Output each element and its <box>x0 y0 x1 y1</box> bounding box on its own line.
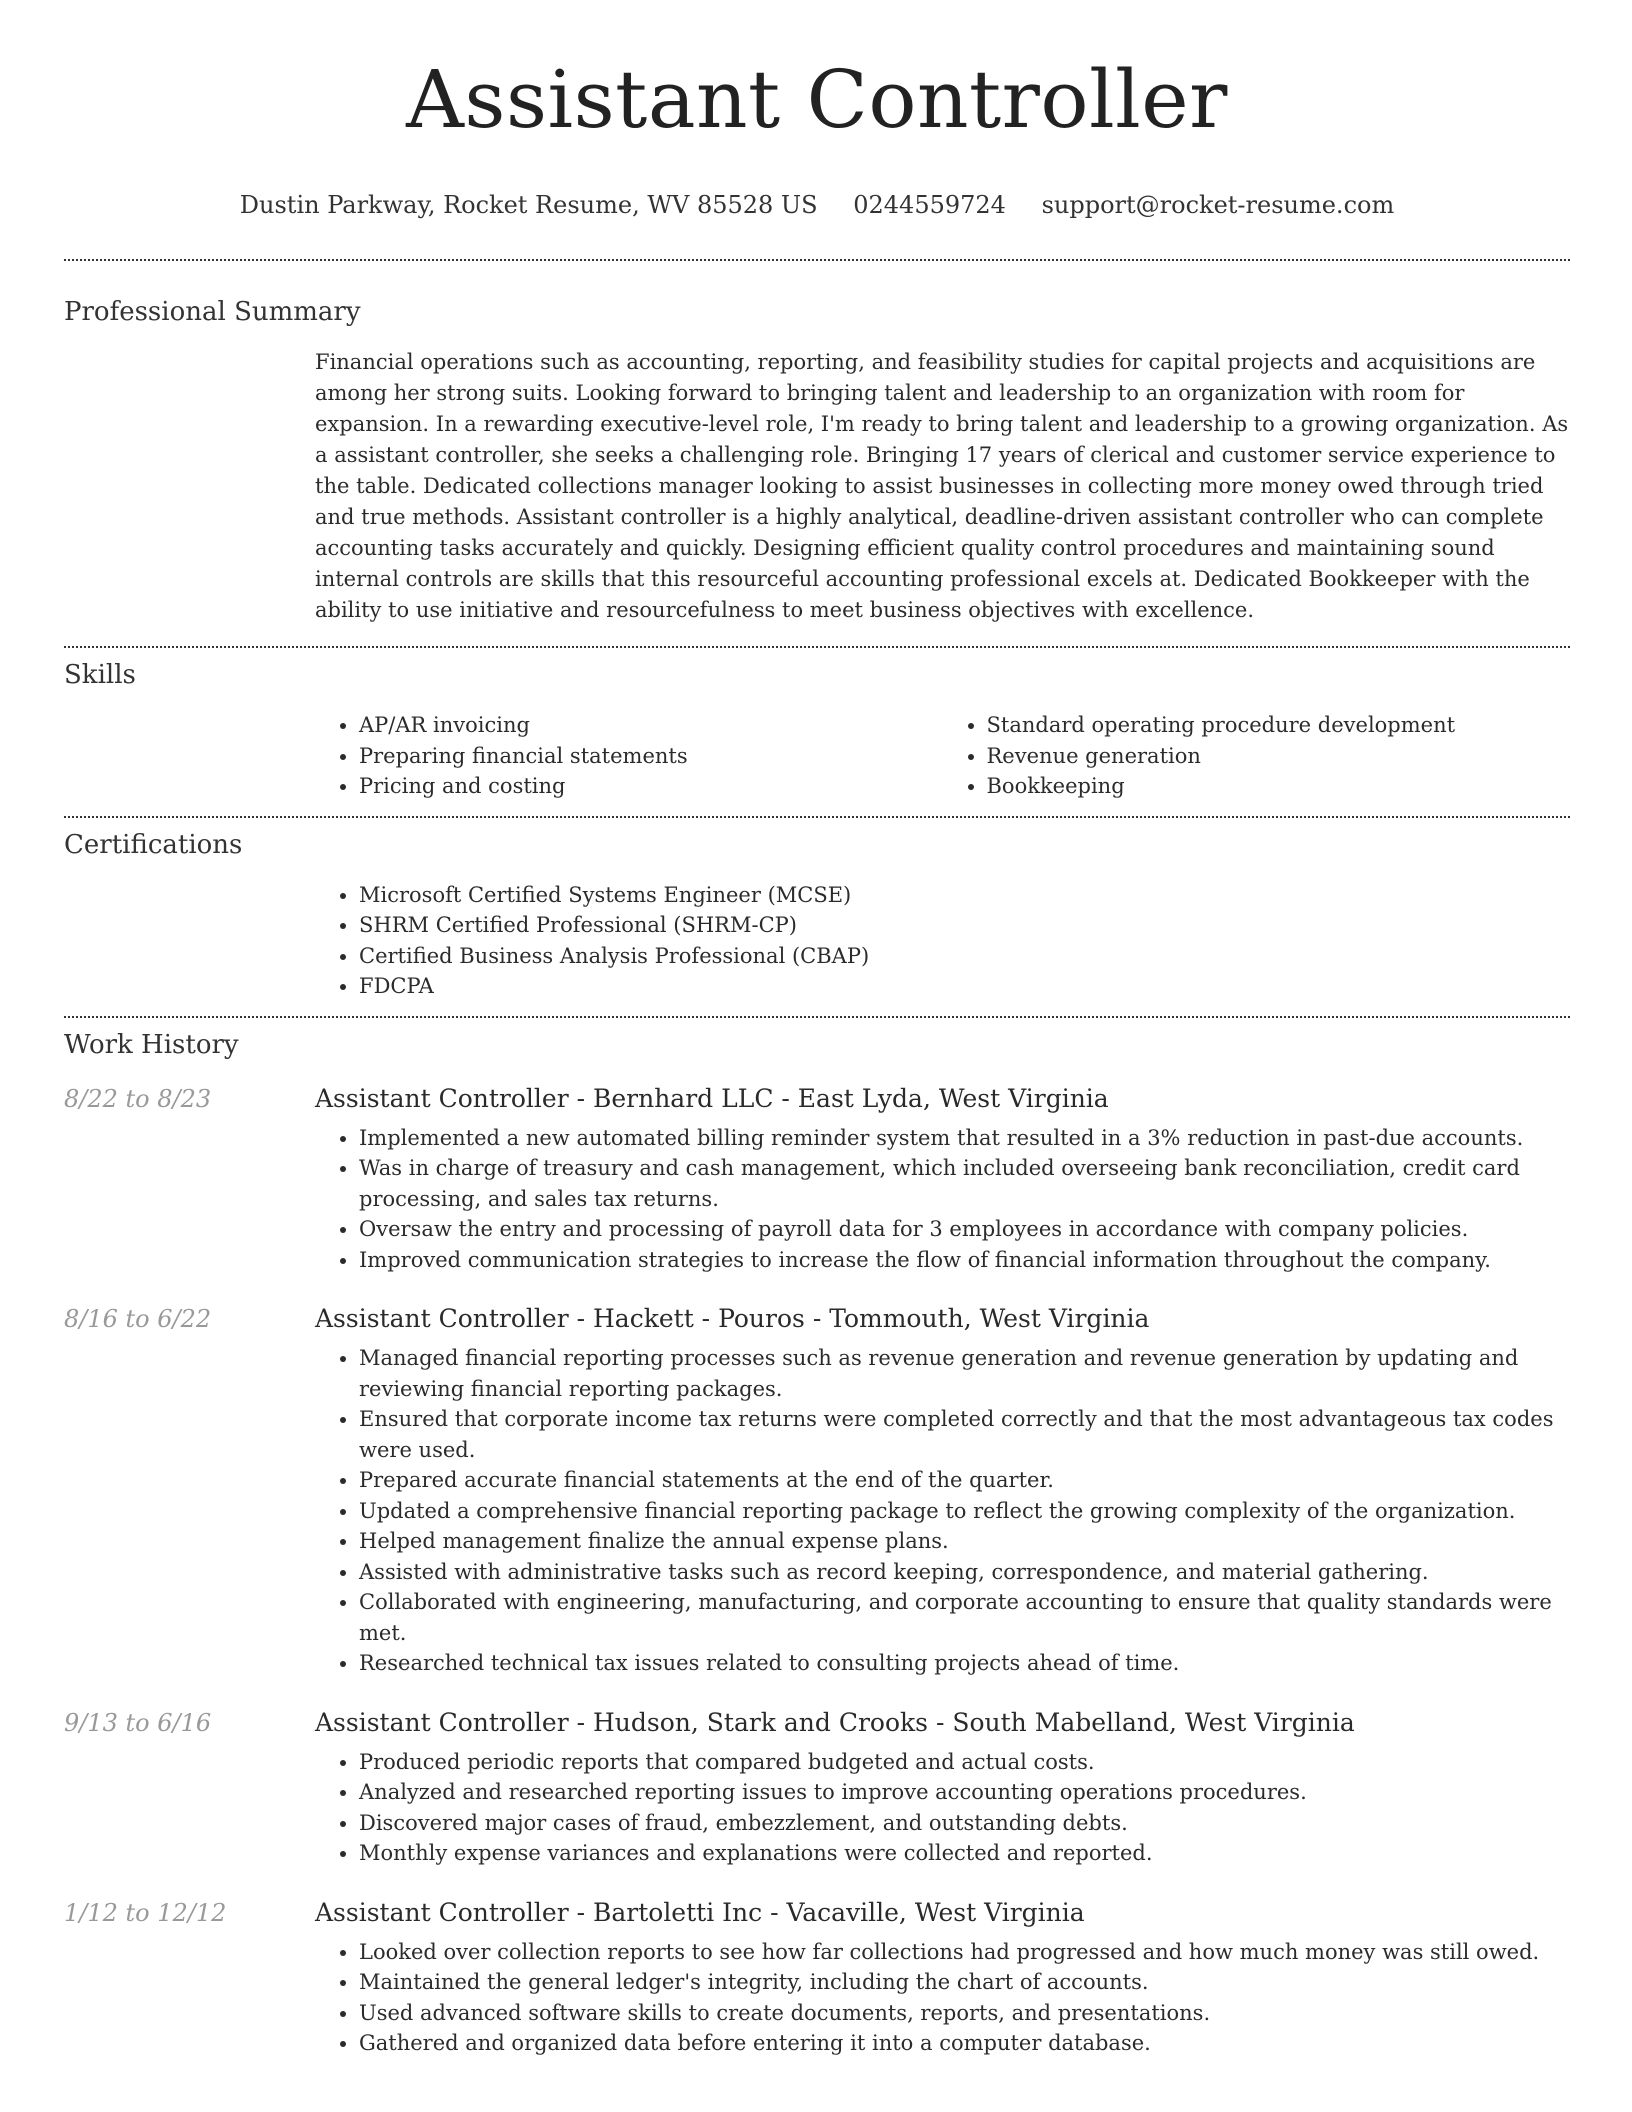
job-dates: 8/22 to 8/23 <box>64 1084 212 1113</box>
divider <box>64 1016 1570 1018</box>
skills-list-left <box>315 710 943 802</box>
job-details <box>315 1343 1570 1679</box>
job-header <box>64 1297 1570 1341</box>
job-bullet: • Gathered and organized data before entering it into a computer database. <box>359 2028 1570 2059</box>
job-bullet: • Oversaw the entry and processing of payroll data for 3 employees in accordance with company policies. <box>359 1214 1570 1245</box>
job-dates: 9/13 to 6/16 <box>64 1708 212 1737</box>
job-header <box>64 1891 1570 1935</box>
job-header <box>64 1701 1570 1745</box>
skill-item: • AP/AR invoicing <box>359 710 943 741</box>
skill-item: • Pricing and costing <box>359 771 943 802</box>
job-bullet: • Prepared accurate financial statements at the end of the quarter. <box>359 1465 1570 1496</box>
certification-item: • FDCPA <box>359 971 1570 1002</box>
job-bullet: • Monthly expense variances and explanations were collected and reported. <box>359 1838 1570 1869</box>
job-details <box>315 1937 1570 2059</box>
skills-list-right <box>943 710 1571 802</box>
job-bullet: • Maintained the general ledger's integrity, including the chart of accounts. <box>359 1967 1570 1998</box>
job-bullet: • Produced periodic reports that compared budgeted and actual costs. <box>359 1747 1570 1778</box>
job-bullet: • Researched technical tax issues related to consulting projects ahead of time. <box>359 1648 1570 1679</box>
skills-section <box>64 657 1570 802</box>
job-title: Assistant Controller - Bernhard LLC - East Lyda, West Virginia <box>315 1083 1109 1113</box>
section-title-skills: Skills <box>64 660 136 690</box>
job-details <box>315 1123 1570 1276</box>
job-bullet: • Collaborated with engineering, manufacturing, and corporate accounting to ensure that quality standards were met. <box>359 1587 1570 1648</box>
contact-line <box>64 188 1570 222</box>
job-title: Assistant Controller - Bartoletti Inc - Vacaville, West Virginia <box>315 1897 1085 1927</box>
job-bullet: • Analyzed and researched reporting issues to improve accounting operations procedures. <box>359 1777 1570 1808</box>
work-section <box>64 1027 1570 2059</box>
job-bullet: • Discovered major cases of fraud, embezzlement, and outstanding debts. <box>359 1808 1570 1839</box>
section-title-summary: Professional Summary <box>64 297 361 327</box>
candidate-name: Assistant Controller <box>406 53 1228 146</box>
certifications-content <box>315 880 1570 1002</box>
contact-address: Dustin Parkway, Rocket Resume, WV 85528 US <box>239 191 818 219</box>
divider <box>64 259 1570 261</box>
job-details <box>315 1747 1570 1869</box>
job-bullet: • Helped management finalize the annual expense plans. <box>359 1526 1570 1557</box>
certification-item: • Certified Business Analysis Professional (CBAP) <box>359 941 1570 972</box>
summary-content <box>315 347 1570 626</box>
job-bullet: • Was in charge of treasury and cash management, which included overseeing bank reconciliation, credit card processing, and sales tax returns. <box>359 1153 1570 1214</box>
summary-section <box>64 294 1570 626</box>
job-header <box>64 1077 1570 1121</box>
skill-item: • Standard operating procedure development <box>987 710 1571 741</box>
job-dates: 1/12 to 12/12 <box>64 1898 227 1927</box>
job-bullet: • Managed financial reporting processes such as revenue generation and revenue generation by updating and reviewing financial reporting packages. <box>359 1343 1570 1404</box>
job-bullet: • Updated a comprehensive financial reporting package to reflect the growing complexity of the organization. <box>359 1496 1570 1527</box>
job-bullet: • Looked over collection reports to see how far collections had progressed and how much money was still owed. <box>359 1937 1570 1968</box>
resume-page <box>64 0 1570 2059</box>
skill-item: • Bookkeeping <box>987 771 1571 802</box>
skill-item: • Preparing financial statements <box>359 741 943 772</box>
job-title: Assistant Controller - Hudson, Stark and Crooks - South Mabelland, West Virginia <box>315 1707 1355 1737</box>
contact-email: support@rocket-resume.com <box>1041 191 1395 219</box>
job-bullet: • Assisted with administrative tasks such as record keeping, correspondence, and material gathering. <box>359 1557 1570 1588</box>
skills-content <box>315 710 1570 802</box>
job-dates: 8/16 to 6/22 <box>64 1305 212 1333</box>
job-bullet: • Used advanced software skills to create documents, reports, and presentations. <box>359 1998 1570 2029</box>
contact-phone: 0244559724 <box>853 191 1006 219</box>
section-title-certifications: Certifications <box>64 829 243 860</box>
skill-item: • Revenue generation <box>987 741 1571 772</box>
job-bullets <box>315 1123 1570 1276</box>
certification-item: • Microsoft Certified Systems Engineer (MCSE) <box>359 880 1570 911</box>
certification-item: • SHRM Certified Professional (SHRM-CP) <box>359 910 1570 941</box>
job-bullet: • Improved communication strategies to increase the flow of financial information throughout the company. <box>359 1245 1570 1276</box>
job-bullet: • Ensured that corporate income tax returns were completed correctly and that the most advantageous tax codes were used. <box>359 1404 1570 1465</box>
section-title-work: Work History <box>64 1029 239 1060</box>
certifications-section <box>64 827 1570 1002</box>
job-title: Assistant Controller - Hackett - Pouros - Tommouth, West Virginia <box>315 1304 1150 1333</box>
job-bullets <box>315 1937 1570 2059</box>
certifications-list <box>315 880 1570 1002</box>
divider <box>64 646 1570 648</box>
summary-text: Financial operations such as accounting, reporting, and feasibility studies for capital projects and acquisitions are among her strong suits. Looking forward to bringing talent and leadership to an organization with room for expansion. In a rewarding executive-level role, I'm ready to bring talent and leadership to a growing organization. As a assistant controller, she seeks a challenging role. Bringing 17 years of clerical and customer service experience to the table. Dedicated collections manager looking to assist businesses in collecting more money owed through tried and true methods. Assistant controller is a highly analytical, deadline-driven assistant controller who can complete accounting tasks accurately and quickly. Designing efficient quality control procedures and maintaining sound internal controls are skills that this resourceful accounting professional excels at. Dedicated Bookkeeper with the ability to use initiative and resourcefulness to meet business objectives with excellence. <box>315 350 1569 622</box>
job-bullets <box>315 1343 1570 1679</box>
divider <box>64 816 1570 818</box>
job-bullet: • Implemented a new automated billing reminder system that resulted in a 3% reduction in past-due accounts. <box>359 1123 1570 1154</box>
job-bullets <box>315 1747 1570 1869</box>
